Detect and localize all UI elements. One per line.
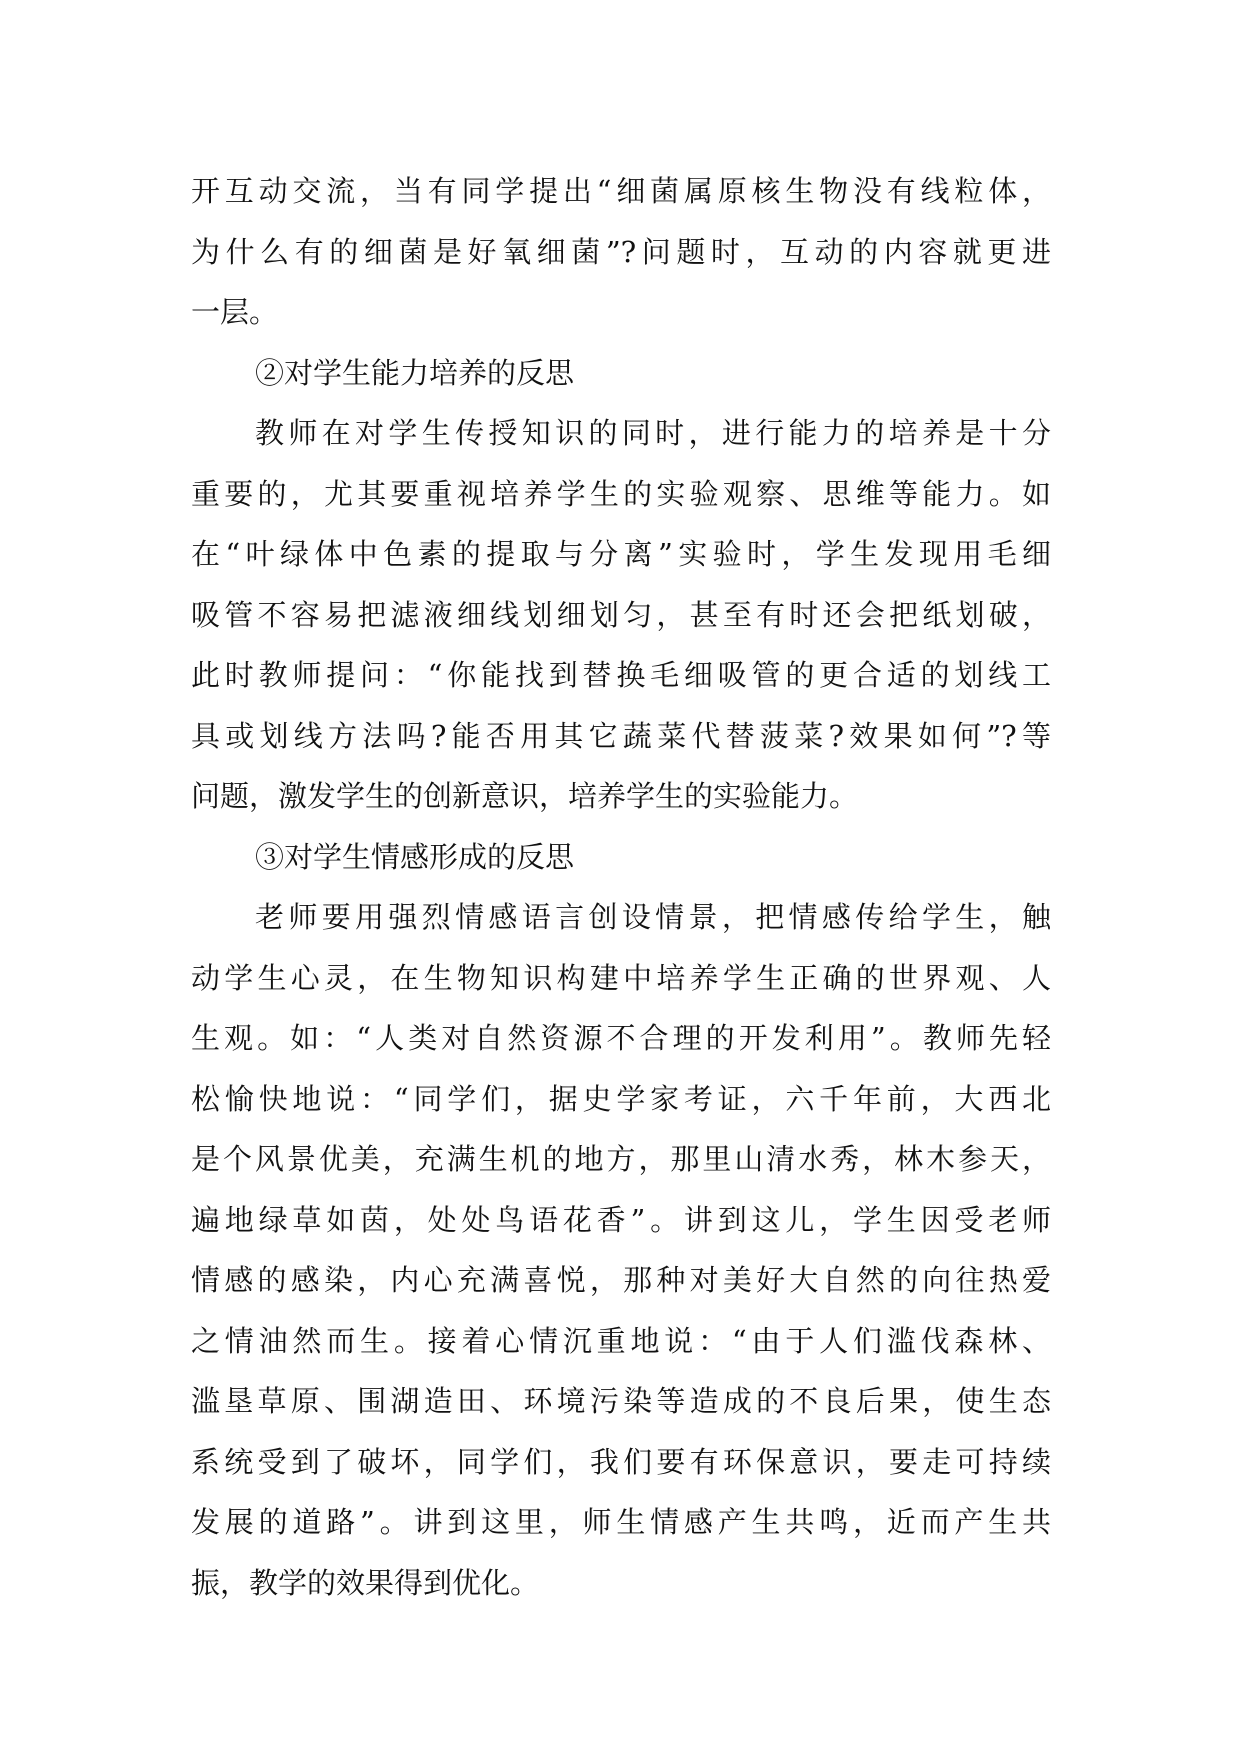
text-line: 滥垦草原、围湖造田、环境污染等造成的不良后果，使生态 bbox=[191, 1384, 1051, 1418]
body-text bbox=[191, 161, 1051, 1613]
text-line: 情感的感染，内心充满喜悦，那种对美好大自然的向往热爱 bbox=[191, 1263, 1051, 1297]
text-line: 老师要用强烈情感语言创设情景，把情感传给学生，触 bbox=[255, 900, 1051, 934]
text-line: 生观。如：“人类对自然资源不合理的开发利用”。教师先轻 bbox=[191, 1021, 1051, 1055]
text-line: 松愉快地说：“同学们，据史学家考证，六千年前，大西北 bbox=[191, 1081, 1051, 1116]
text-line: 吸管不容易把滤液细线划细划匀，甚至有时还会把纸划破， bbox=[191, 597, 1051, 632]
text-line: 在“叶绿体中色素的提取与分离”实验时，学生发现用毛细 bbox=[191, 537, 1051, 571]
text-line: 教师在对学生传授知识的同时，进行能力的培养是十分 bbox=[255, 416, 1051, 450]
text-line: 遍地绿草如茵，处处鸟语花香”。讲到这儿，学生因受老师 bbox=[191, 1202, 1051, 1237]
text-line: 系统受到了破坏，同学们，我们要有环保意识，要走可持续 bbox=[191, 1444, 1051, 1479]
section-heading: ②对学生能力培养的反思 bbox=[255, 355, 575, 390]
text-line: 为什么有的细菌是好氧细菌”?问题时，互动的内容就更进 bbox=[191, 234, 1051, 269]
text-line: 动学生心灵，在生物知识构建中培养学生正确的世界观、人 bbox=[191, 960, 1051, 995]
text-line: 此时教师提问：“你能找到替换毛细吸管的更合适的划线工 bbox=[191, 658, 1051, 692]
text-line: 重要的，尤其要重视培养学生的实验观察、思维等能力。如 bbox=[191, 476, 1051, 511]
text-line: 发展的道路”。讲到这里，师生情感产生共鸣，近而产生共 bbox=[191, 1505, 1051, 1539]
text-line: 是个风景优美，充满生机的地方，那里山清水秀，林木参天， bbox=[191, 1142, 1051, 1176]
section-heading: ③对学生情感形成的反思 bbox=[255, 839, 575, 874]
text-line: 振，教学的效果得到优化。 bbox=[191, 1565, 540, 1600]
text-line: 之情油然而生。接着心情沉重地说：“由于人们滥伐森林、 bbox=[191, 1323, 1051, 1358]
text-line: 具或划线方法吗?能否用其它蔬菜代替菠菜?效果如何”?等 bbox=[191, 718, 1051, 753]
text-line: 一层。 bbox=[191, 295, 279, 329]
text-line: 开互动交流，当有同学提出“细菌属原核生物没有线粒体， bbox=[191, 174, 1051, 208]
text-line: 问题，激发学生的创新意识，培养学生的实验能力。 bbox=[191, 779, 859, 813]
